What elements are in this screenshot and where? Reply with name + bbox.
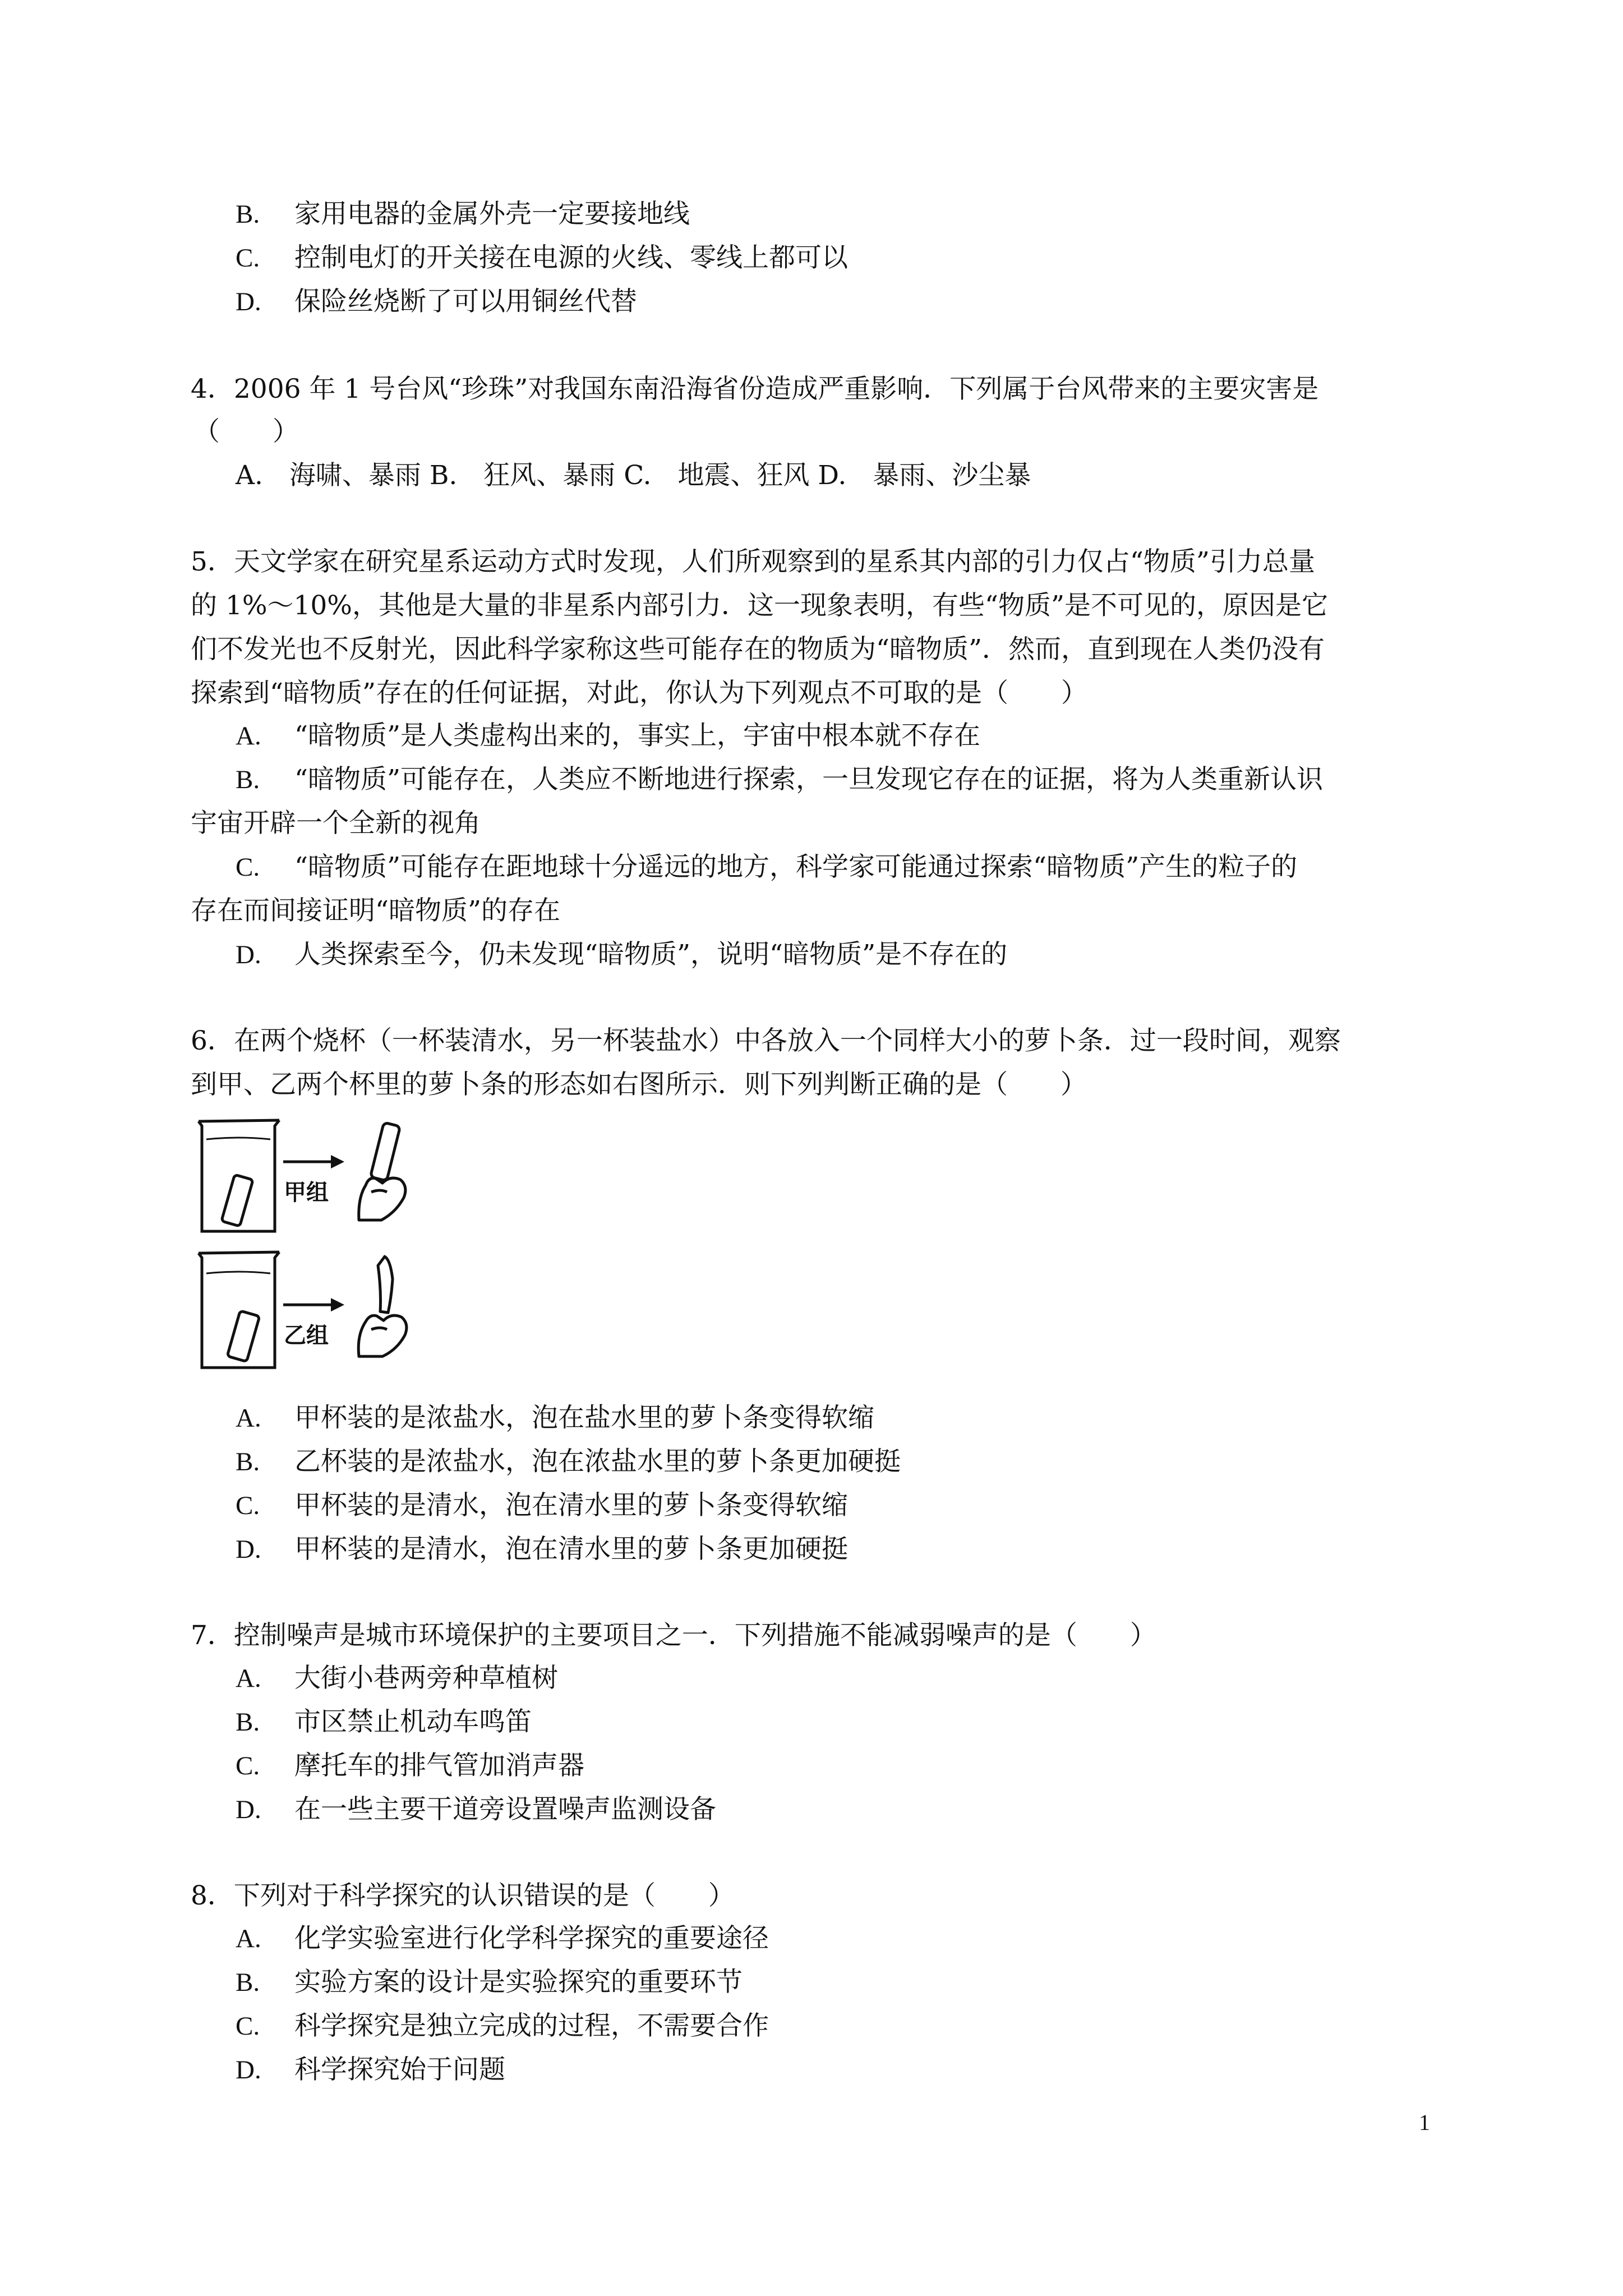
q6-option-b-text: 乙杯装的是浓盐水，泡在浓盐水里的萝卜条更加硬挺 bbox=[294, 1446, 901, 1477]
q3-option-d-letter: D. bbox=[236, 287, 261, 316]
q5-option-c-text-line1: “暗物质”可能存在距地球十分遥远的地方，科学家可能通过探索“暗物质”产生的粒子的 bbox=[294, 852, 1298, 882]
q8-option-c-text: 科学探究是独立完成的过程，不需要合作 bbox=[294, 2010, 769, 2041]
arrow-icon bbox=[283, 1155, 344, 1168]
q5-stem-line2: 的 1%～10%，其他是大量的非星系内部引力．这一现象表明，有些“物质”是不可见的，原因是它 bbox=[191, 590, 1329, 621]
q8-stem: 8．下列对于科学探究的认识错误的是（ ） bbox=[191, 1880, 735, 1911]
q3-option-b-letter: B. bbox=[236, 200, 260, 229]
q5-option-b-letter: B. bbox=[236, 765, 260, 794]
q5-option-d-text: 人类探索至今，仍未发现“暗物质”，说明“暗物质”是不存在的 bbox=[294, 939, 1008, 970]
q7-option-b-text: 市区禁止机动车鸣笛 bbox=[294, 1706, 532, 1737]
hand-holding-carrot-icon bbox=[358, 1257, 407, 1356]
q6-option-c-text: 甲杯装的是清水，泡在清水里的萝卜条变得软缩 bbox=[294, 1490, 848, 1521]
q3-option-c-text: 控制电灯的开关接在电源的火线、零线上都可以 bbox=[294, 242, 848, 273]
q3-option-c-letter: C. bbox=[236, 243, 260, 273]
q8-option-b-text: 实验方案的设计是实验探究的重要环节 bbox=[294, 1967, 743, 1998]
beaker-icon bbox=[199, 1252, 279, 1368]
q5-option-b-text-line2: 宇宙开辟一个全新的视角 bbox=[191, 808, 481, 839]
q7-option-c-text: 摩托车的排气管加消声器 bbox=[294, 1750, 584, 1781]
q7-option-d-text: 在一些主要干道旁设置噪声监测设备 bbox=[294, 1794, 716, 1825]
q6-option-a-text: 甲杯装的是浓盐水，泡在盐水里的萝卜条变得软缩 bbox=[294, 1402, 874, 1433]
q7-option-b-letter: B. bbox=[236, 1708, 260, 1737]
q7-option-a-letter: A. bbox=[236, 1664, 261, 1693]
q4-stem-line2: （ ） bbox=[193, 416, 299, 447]
page-number: 1 bbox=[1419, 2110, 1430, 2135]
arrow-icon bbox=[283, 1298, 344, 1312]
q6-option-b-letter: B. bbox=[236, 1447, 260, 1476]
q5-stem-line3: 们不发光也不反射光，因此科学家称这些可能存在的物质为“暗物质”．然而，直到现在人类仍没有 bbox=[191, 634, 1325, 665]
q6-figure-label-b: 乙组 bbox=[284, 1323, 329, 1349]
q5-option-d-letter: D. bbox=[236, 940, 261, 969]
q8-option-d-letter: D. bbox=[236, 2055, 261, 2085]
q7-option-c-letter: C. bbox=[236, 1751, 260, 1780]
q7-stem: 7．控制噪声是城市环境保护的主要项目之一．下列措施不能减弱噪声的是（ ） bbox=[191, 1620, 1156, 1651]
q4-options-line: A. 海啸、暴雨 B. 狂风、暴雨 C. 地震、狂风 D. 暴雨、沙尘暴 bbox=[236, 460, 1031, 491]
beaker-icon bbox=[199, 1120, 279, 1231]
q3-option-b-text: 家用电器的金属外壳一定要接地线 bbox=[294, 199, 690, 229]
q6-figure-group-b bbox=[191, 1245, 432, 1374]
q5-option-a-letter: A. bbox=[236, 721, 261, 751]
q6-figure-label-a: 甲组 bbox=[284, 1180, 329, 1205]
q6-option-d-letter: D. bbox=[236, 1535, 261, 1564]
hand-holding-carrot-icon bbox=[359, 1122, 405, 1220]
q5-option-c-letter: C. bbox=[236, 853, 260, 882]
q5-option-b-text-line1: “暗物质”可能存在，人类应不断地进行探索，一旦发现它存在的证据，将为人类重新认识 bbox=[294, 764, 1324, 795]
q6-option-c-letter: C. bbox=[236, 1491, 260, 1520]
q4-stem-line1: 4．2006 年 1 号台风“珍珠”对我国东南沿海省份造成严重影响．下列属于台风带来的主要灾害是 bbox=[191, 374, 1319, 404]
q7-option-a-text: 大街小巷两旁种草植树 bbox=[294, 1663, 558, 1694]
q7-option-d-letter: D. bbox=[236, 1795, 261, 1824]
q6-figure-group-a bbox=[191, 1114, 432, 1237]
q5-option-a-text: “暗物质”是人类虚构出来的，事实上，宇宙中根本就不存在 bbox=[294, 720, 981, 751]
q6-stem-line1: 6．在两个烧杯（一杯装清水，另一杯装盐水）中各放入一个同样大小的萝卜条．过一段时间，观察 bbox=[191, 1025, 1341, 1056]
q8-option-c-letter: C. bbox=[236, 2012, 260, 2041]
q8-option-a-letter: A. bbox=[236, 1924, 261, 1953]
q5-stem-line1: 5．天文学家在研究星系运动方式时发现，人们所观察到的星系其内部的引力仅占“物质”引力总量 bbox=[191, 546, 1315, 577]
q8-option-a-text: 化学实验室进行化学科学探究的重要途径 bbox=[294, 1923, 769, 1954]
q3-option-d-text: 保险丝烧断了可以用铜丝代替 bbox=[294, 286, 637, 317]
q6-stem-line2: 到甲、乙两个杯里的萝卜条的形态如右图所示．则下列判断正确的是（ ） bbox=[191, 1069, 1087, 1100]
q6-option-d-text: 甲杯装的是清水，泡在清水里的萝卜条更加硬挺 bbox=[294, 1534, 848, 1565]
q8-option-b-letter: B. bbox=[236, 1968, 260, 1997]
q5-stem-line4: 探索到“暗物质”存在的任何证据，对此，你认为下列观点不可取的是（ ） bbox=[191, 678, 1088, 708]
q6-option-a-letter: A. bbox=[236, 1404, 261, 1433]
q5-option-c-text-line2: 存在而间接证明“暗物质”的存在 bbox=[191, 895, 561, 926]
q8-option-d-text: 科学探究始于问题 bbox=[294, 2054, 505, 2085]
